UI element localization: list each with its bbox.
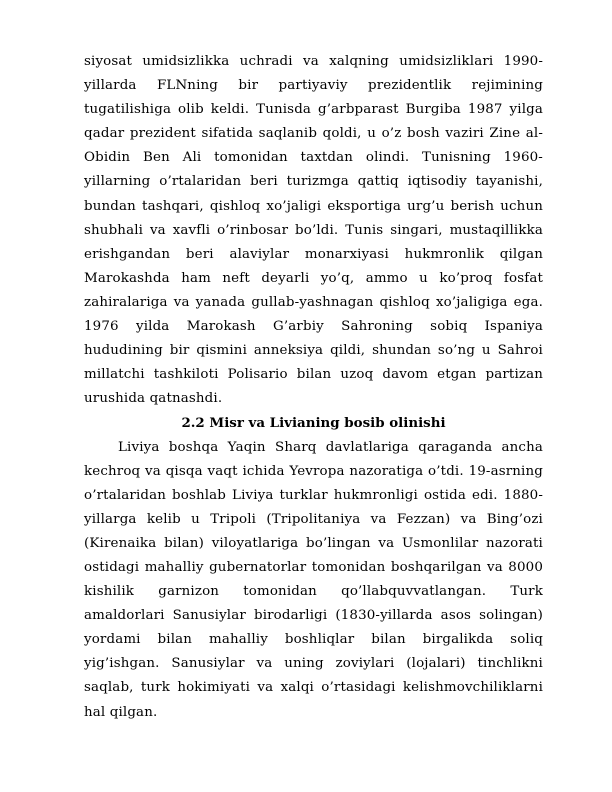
paragraph-continued: siyosat umidsizlikka uchradi va xalqning umidsizliklari 1990-yillarda FLNning bir partiyaviy prezidentlik rejimining tugatilishiga olib keldi. Tunisda g’arbparast Burgiba 1987 yilga qadar prezident sifatida saqlanib qoldi, u o’z bosh vaziri Zine al-Obidin Ben Ali tomonidan taxtdan olindi. Tunisning 1960-yillarning o’rtalaridan beri turizmga qattiq iqtisodiy tayanishi, bundan tashqari, qishloq xo’jaligi eksportiga urg’u berish uchun shubhali va xavfli o’rinbosar bo’ldi. Tunis singari, mustaqillikka erishgandan beri alaviylar monarxiyasi hukmronlik qilgan Marokashda ham neft deyarli yo’q, ammo u ko’proq fosfat zahiralariga va yanada gullab-yashnagan qishloq xo’jaligiga ega. 1976 yilda Marokash G’arbiy Sahroning sobiq Ispaniya hududining bir qismini anneksiya qildi, shundan so’ng u Sahroi millatchi tashkiloti Polisario bilan uzoq davom etgan partizan urushida qatnashdi. bbox=[84, 54, 543, 407]
document-body bbox=[84, 50, 543, 725]
section-heading: 2.2 Misr va Livianing bosib olinishi bbox=[181, 415, 446, 432]
paragraph-libya: Liviya boshqa Yaqin Sharq davlatlariga qaraganda ancha kechroq va qisqa vaqt ichida Yevropa nazoratiga o’tdi. 19-asrning o’rtalaridan boshlab Liviya turklar hukmronligi ostida edi. 1880-yillarga kelib u Tripoli (Tripolitaniya va Fezzan) va Bing’ozi (Kirenaika bilan) viloyatlariga bo’lingan va Usmonlilar nazorati ostidagi mahalliy gubernatorlar tomonidan boshqarilgan va 8000 kishilik garnizon tomonidan qo’llabquvvatlangan. Turk amaldorlari Sanusiylar birodarligi (1830-yillarda asos solingan) yordami bilan mahalliy boshliqlar bilan birgalikda soliq yig’ishgan. Sanusiylar va uning zoviylari (lojalari) tinchlikni saqlab, turk hokimiyati va xalqi o’rtasidagi kelishmovchiliklarni hal qilgan. bbox=[84, 439, 543, 720]
